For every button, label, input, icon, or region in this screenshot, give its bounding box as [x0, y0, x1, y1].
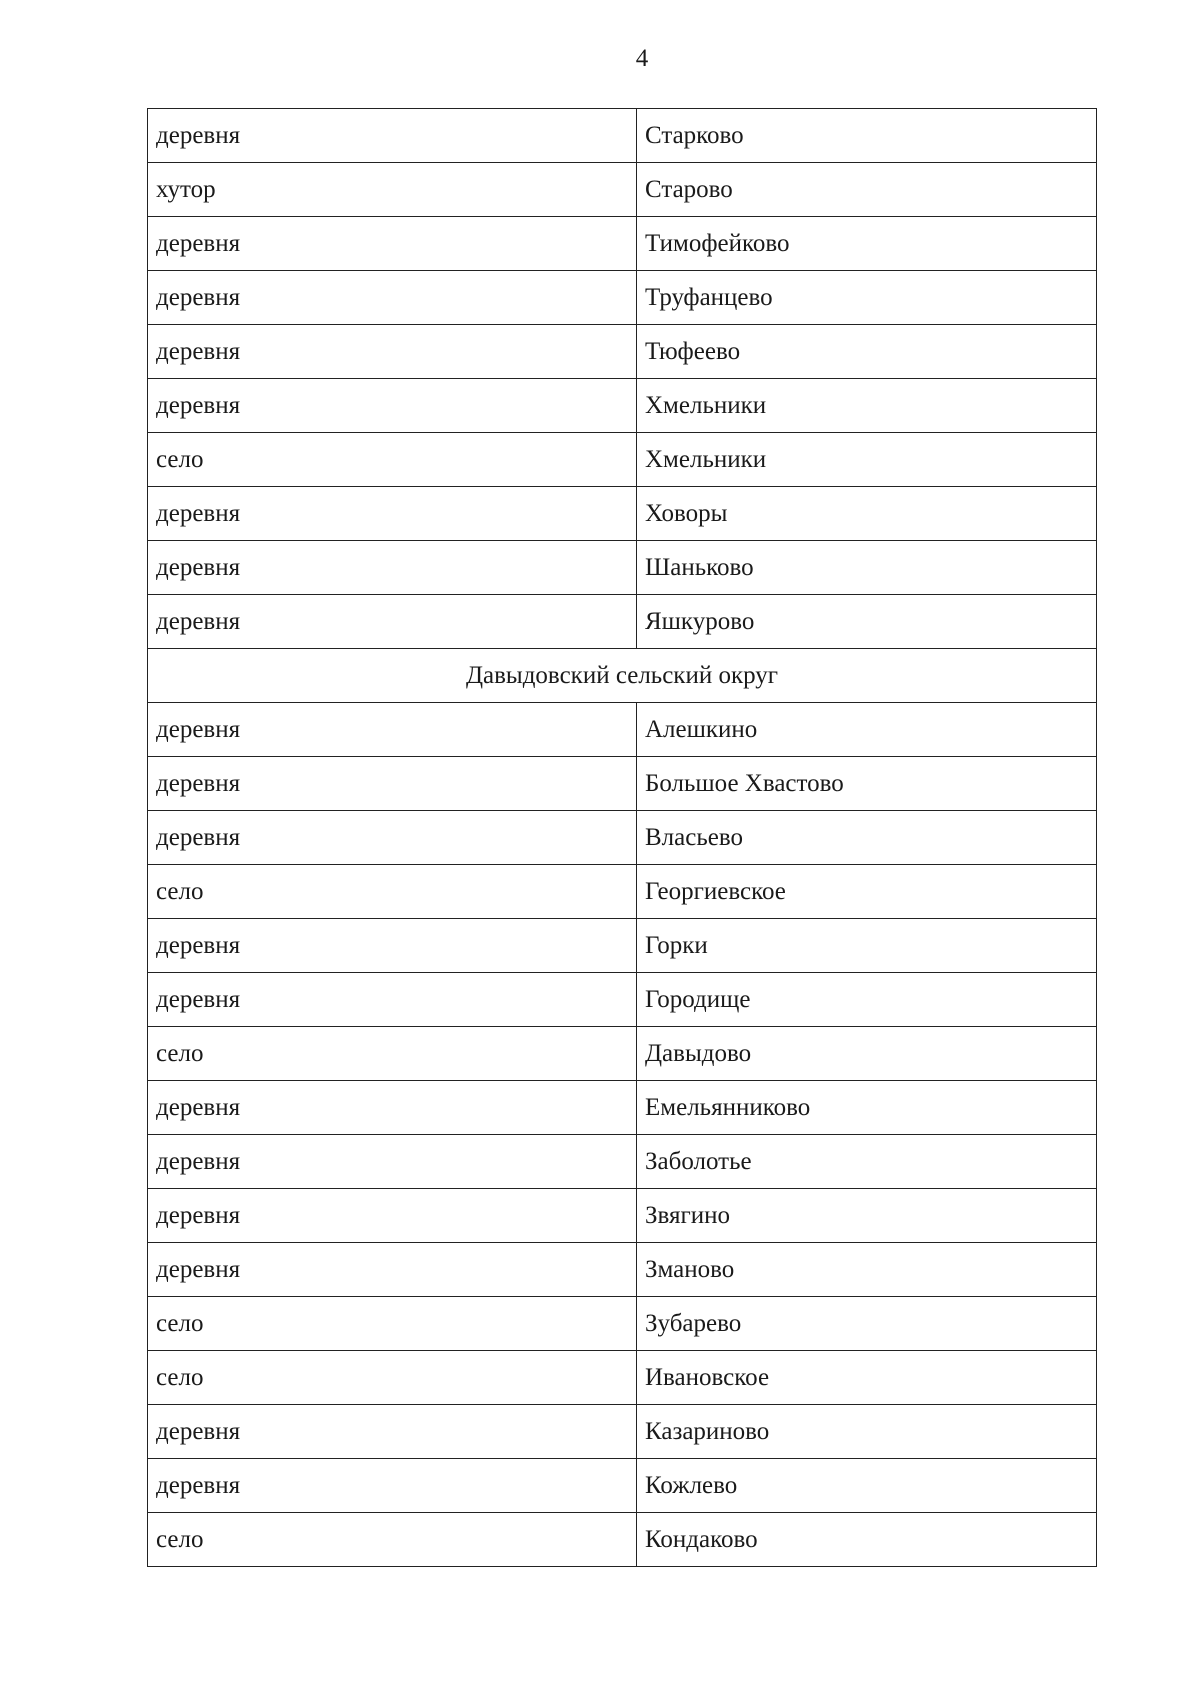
table-row: [148, 1243, 1097, 1297]
settlement-type-cell: деревня: [148, 1459, 637, 1513]
settlement-type-cell: деревня: [148, 217, 637, 271]
section-row: [148, 649, 1097, 703]
settlement-type-cell: деревня: [148, 973, 637, 1027]
settlement-name-cell: Георгиевское: [637, 865, 1097, 919]
settlement-name-cell: Шаньково: [637, 541, 1097, 595]
table-row: [148, 487, 1097, 541]
settlement-type-cell: деревня: [148, 811, 637, 865]
settlement-type-cell: деревня: [148, 1189, 637, 1243]
settlement-type-cell: село: [148, 1351, 637, 1405]
settlement-type-cell: деревня: [148, 541, 637, 595]
settlement-type-cell: деревня: [148, 595, 637, 649]
settlement-name-cell: Емельянниково: [637, 1081, 1097, 1135]
table-row: [148, 109, 1097, 163]
settlement-type-cell: село: [148, 1513, 637, 1567]
section-header: Давыдовский сельский округ: [148, 649, 1097, 703]
settlement-type-cell: село: [148, 1297, 637, 1351]
settlement-type-cell: деревня: [148, 1243, 637, 1297]
table-row: [148, 1189, 1097, 1243]
table-row: [148, 1027, 1097, 1081]
table-row: [148, 595, 1097, 649]
settlement-type-cell: село: [148, 433, 637, 487]
settlement-name-cell: Кожлево: [637, 1459, 1097, 1513]
settlement-type-cell: деревня: [148, 271, 637, 325]
settlement-name-cell: Хмельники: [637, 379, 1097, 433]
table-row: [148, 919, 1097, 973]
settlement-type-cell: деревня: [148, 1081, 637, 1135]
settlement-name-cell: Большое Хвастово: [637, 757, 1097, 811]
settlement-type-cell: деревня: [148, 1405, 637, 1459]
settlement-type-cell: деревня: [148, 703, 637, 757]
table-row: [148, 163, 1097, 217]
table-row: [148, 703, 1097, 757]
settlement-name-cell: Старово: [637, 163, 1097, 217]
table-row: [148, 217, 1097, 271]
settlement-type-cell: деревня: [148, 757, 637, 811]
settlement-type-cell: хутор: [148, 163, 637, 217]
settlement-name-cell: Горки: [637, 919, 1097, 973]
settlement-name-cell: Зубарево: [637, 1297, 1097, 1351]
settlement-name-cell: Труфанцево: [637, 271, 1097, 325]
settlement-type-cell: село: [148, 865, 637, 919]
table-row: [148, 973, 1097, 1027]
settlement-name-cell: Алешкино: [637, 703, 1097, 757]
table-row: [148, 379, 1097, 433]
settlement-name-cell: Давыдово: [637, 1027, 1097, 1081]
table-row: [148, 1459, 1097, 1513]
settlement-type-cell: село: [148, 1027, 637, 1081]
table-row: [148, 757, 1097, 811]
table-row: [148, 325, 1097, 379]
table-row: [148, 271, 1097, 325]
table-row: [148, 1081, 1097, 1135]
settlement-name-cell: Кондаково: [637, 1513, 1097, 1567]
settlement-type-cell: деревня: [148, 325, 637, 379]
settlement-type-cell: деревня: [148, 487, 637, 541]
settlement-name-cell: Яшкурово: [637, 595, 1097, 649]
settlement-name-cell: Власьево: [637, 811, 1097, 865]
table-row: [148, 541, 1097, 595]
settlement-name-cell: Хмельники: [637, 433, 1097, 487]
table-row: [148, 865, 1097, 919]
settlement-type-cell: деревня: [148, 109, 637, 163]
settlement-name-cell: Тюфеево: [637, 325, 1097, 379]
settlement-name-cell: Зманово: [637, 1243, 1097, 1297]
page-number: 4: [635, 45, 649, 72]
settlement-name-cell: Звягино: [637, 1189, 1097, 1243]
settlement-name-cell: Городище: [637, 973, 1097, 1027]
settlement-type-cell: деревня: [148, 1135, 637, 1189]
settlement-name-cell: Казариново: [637, 1405, 1097, 1459]
settlement-name-cell: Ховоры: [637, 487, 1097, 541]
settlement-name-cell: Заболотье: [637, 1135, 1097, 1189]
settlement-name-cell: Старково: [637, 109, 1097, 163]
table-row: [148, 1297, 1097, 1351]
table-row: [148, 1513, 1097, 1567]
settlements-table: [147, 108, 1097, 1567]
settlement-name-cell: Ивановское: [637, 1351, 1097, 1405]
table-row: [148, 1351, 1097, 1405]
table-row: [148, 1405, 1097, 1459]
table-row: [148, 433, 1097, 487]
settlement-type-cell: деревня: [148, 379, 637, 433]
table-row: [148, 1135, 1097, 1189]
table-row: [148, 811, 1097, 865]
settlement-name-cell: Тимофейково: [637, 217, 1097, 271]
settlement-type-cell: деревня: [148, 919, 637, 973]
settlements-table-body: [148, 109, 1097, 1567]
